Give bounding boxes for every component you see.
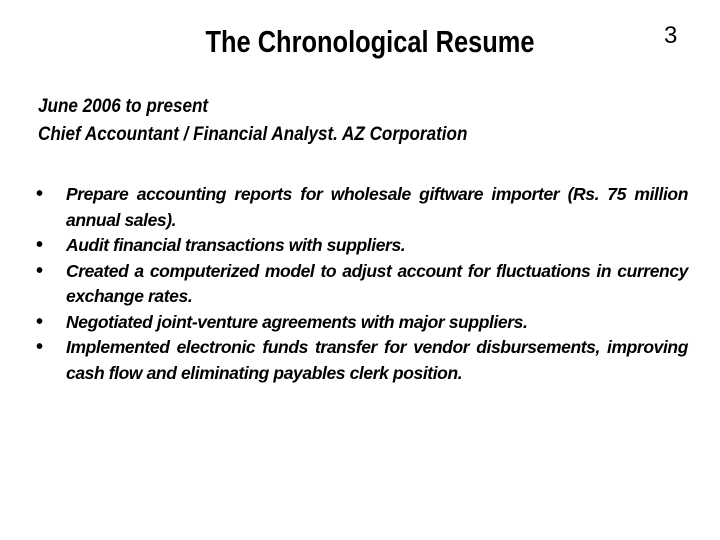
page-number: 3 — [664, 22, 678, 49]
list-item-text: Prepare accounting reports for wholesale giftware importer (Rs. 75 million annual sales). — [66, 184, 688, 230]
slide-title: The Chronological Resume — [205, 24, 535, 59]
bullet-icon: • — [36, 336, 43, 358]
list-item — [36, 182, 688, 233]
list-item — [36, 335, 688, 386]
list-item-text: Negotiated joint-venture agreements with major suppliers. — [66, 311, 528, 332]
job-position: Chief Accountant / Financial Analyst. AZ Corporation — [38, 124, 468, 145]
list-item-text: Audit financial transactions with suppliers. — [66, 235, 406, 255]
bullet-icon: • — [36, 259, 43, 282]
bullet-icon: • — [36, 310, 43, 333]
list-item — [36, 310, 688, 336]
list-item — [36, 233, 688, 259]
list-item-text: Implemented electronic funds transfer for vendor disbursements, improving cash flow and eliminating payables clerk position. — [66, 337, 688, 383]
date-range: June 2006 to present — [38, 96, 209, 117]
bullet-icon: • — [36, 183, 43, 205]
job-header — [38, 93, 467, 149]
duties-list — [36, 182, 688, 386]
list-item-text: Created a computerized model to adjust account for fluctuations in currency exchange rates. — [66, 260, 688, 306]
list-item — [36, 259, 688, 310]
bullet-icon: • — [36, 234, 43, 256]
